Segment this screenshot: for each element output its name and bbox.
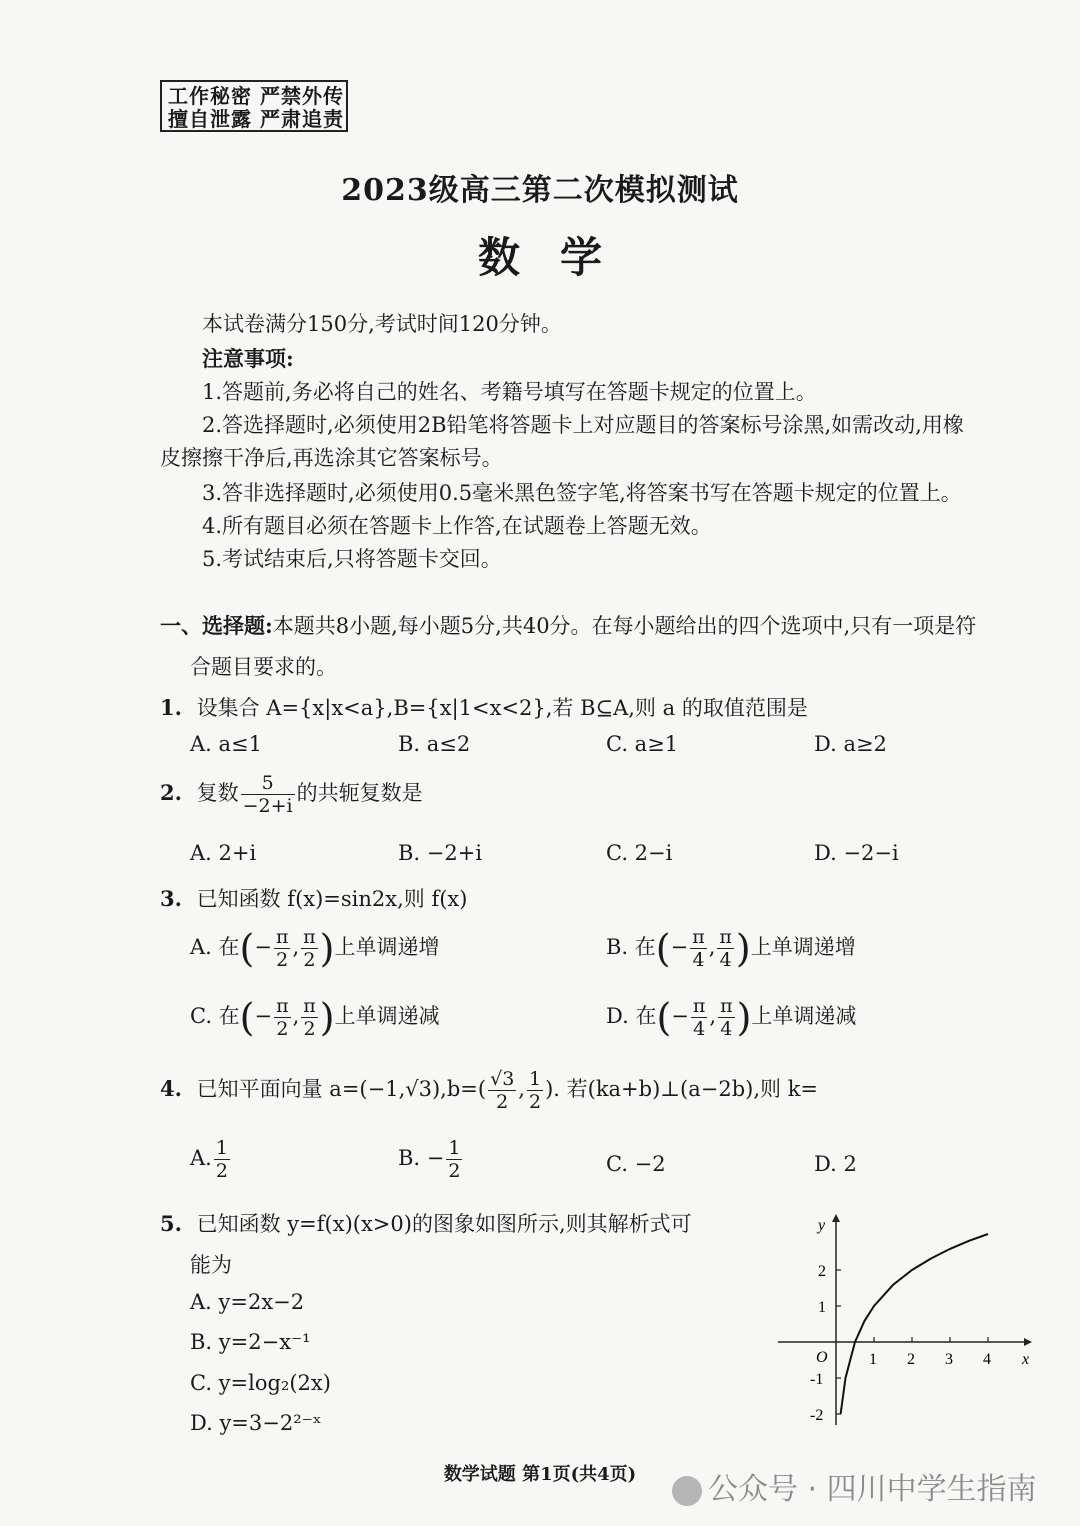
x-axis-label: x xyxy=(1022,1351,1030,1368)
q5-number: 5. xyxy=(160,1211,182,1236)
q3-b-frac1 xyxy=(690,926,707,971)
q3-d-prefix: D. 在 xyxy=(606,1004,657,1028)
frac-num: 1 xyxy=(448,1137,461,1159)
q3-c-prefix: C. 在 xyxy=(190,1004,240,1028)
q3-a-prefix: A. 在 xyxy=(190,935,240,959)
q3-option-c: C. 在(− $\frac{\pi}{2}$ , $\frac{\pi}{2}$ )上单调递减 xyxy=(190,995,440,1040)
x-axis-arrow xyxy=(1024,1338,1032,1346)
page-footer: 数学试题 第1页(共4页) xyxy=(443,1464,637,1485)
stamp-line-1: 工作秘密 严禁外传 xyxy=(168,84,344,108)
origin-label: O xyxy=(816,1349,828,1366)
y-axis-label: y xyxy=(818,1217,826,1234)
q4-option-c: C. −2 xyxy=(606,1152,666,1176)
frac-num: π xyxy=(692,926,705,948)
q4-a-label: A. xyxy=(190,1146,212,1170)
q3-a-text: 上单调递增 xyxy=(334,935,440,959)
q2-frac-denominator: −2+i xyxy=(242,795,293,817)
q3-d-text: 上单调递减 xyxy=(751,1004,857,1028)
q5-option-d: D. y=3−2²⁻ˣ xyxy=(190,1411,322,1435)
subject-title: 数学 xyxy=(477,233,642,282)
q4-frac1 xyxy=(488,1068,516,1113)
question-3 xyxy=(160,883,467,913)
x-tick-label: 4 xyxy=(983,1351,991,1368)
exam-title: 2023级高三第二次模拟测试 xyxy=(341,173,739,208)
q1-option-b: B. a≤2 xyxy=(398,732,471,756)
q4-number: 4. xyxy=(160,1076,182,1101)
frac-den: 2 xyxy=(276,1018,289,1040)
q3-b-text: 上单调递增 xyxy=(750,935,856,959)
q3-option-d: D. 在(− $\frac{\pi}{4}$ , $\frac{\pi}{4}$ )上单调递减 xyxy=(606,995,857,1040)
q4-a-frac xyxy=(214,1137,230,1182)
q5-stem: 已知函数 y=f(x)(x>0)的图象如图所示,则其解析式可 xyxy=(196,1212,692,1236)
q1-option-d: D. a≥2 xyxy=(814,732,887,756)
note-1: 1.答题前,务必将自己的姓名、考籍号填写在答题卡规定的位置上。 xyxy=(202,380,817,404)
note-2a: 2.答选择题时,必须使用2B铅笔将答题卡上对应题目的答案标号涂黑,如需改动,用橡 xyxy=(202,413,964,437)
question-4: 4. 已知平面向量 a=(−1,√3),b=( $\frac{√3}{2}$ , $\frac{1}{2}$ ). 若(ka+b)⊥(a−2b),则 k= xyxy=(160,1068,819,1113)
question-1 xyxy=(160,692,808,722)
q3-stem: 已知函数 f(x)=sin2x,则 f(x) xyxy=(196,887,468,911)
frac-den: 4 xyxy=(720,1018,733,1040)
q3-c-frac2 xyxy=(301,995,318,1040)
q3-a-frac1 xyxy=(274,926,291,971)
frac-num: π xyxy=(303,926,316,948)
y-axis-arrow xyxy=(832,1214,840,1222)
x-tick-label: 3 xyxy=(945,1351,953,1368)
stamp-line-2: 擅自泄露 严肃追责 xyxy=(168,107,344,131)
q3-a-neg: − xyxy=(254,935,272,959)
note-3: 3.答非选择题时,必须使用0.5毫米黑色签字笔,将答案书写在答题卡规定的位置上。 xyxy=(202,481,962,505)
y-tick-label: -1 xyxy=(810,1371,824,1388)
q3-number: 3. xyxy=(160,886,182,911)
note-2b: 皮擦擦干净后,再选涂其它答案标号。 xyxy=(160,446,503,470)
watermark-text: 公众号 · 四川中学生指南 xyxy=(708,1472,1037,1507)
frac-num: π xyxy=(275,926,289,948)
section-1-desc-cont: 合题目要求的。 xyxy=(190,655,337,679)
frac-den: 2 xyxy=(496,1091,509,1113)
comma: , xyxy=(709,1004,717,1028)
q3-option-b: B. 在(− $\frac{\pi}{4}$ , $\frac{\pi}{4}$ )上单调递增 xyxy=(606,926,856,971)
comma: , xyxy=(292,1004,300,1028)
q2-option-c: C. 2−i xyxy=(606,841,673,865)
q2-fraction xyxy=(241,772,295,817)
neg: − xyxy=(671,1004,689,1028)
note-5: 5.考试结束后,只将答题卡交回。 xyxy=(202,547,502,571)
q5-option-a: A. y=2x−2 xyxy=(190,1290,305,1314)
q3-b-prefix: B. 在 xyxy=(606,935,656,959)
comma: , xyxy=(292,935,300,959)
section-1-title: 一、选择题: xyxy=(160,613,273,638)
frac-num: π xyxy=(719,926,732,948)
q2-post: 的共轭复数是 xyxy=(296,781,423,805)
frac-num: 1 xyxy=(528,1068,542,1090)
frac-den: 4 xyxy=(692,949,705,971)
q1-number: 1. xyxy=(160,695,182,720)
frac-den: 4 xyxy=(693,1018,706,1040)
question-2 xyxy=(160,772,423,817)
q2-option-a: A. 2+i xyxy=(190,841,257,865)
neg: − xyxy=(254,1004,273,1028)
q1-option-c: C. a≥1 xyxy=(606,732,679,756)
q4-option-b xyxy=(398,1137,464,1182)
exam-summary: 本试卷满分150分,考试时间120分钟。 xyxy=(202,312,562,336)
frac-num: √3 xyxy=(490,1068,515,1090)
frac-num: π xyxy=(303,995,316,1017)
x-tick-label: 1 xyxy=(869,1351,877,1368)
q4-pre: 已知平面向量 a=(−1,√3),b=( xyxy=(196,1077,487,1101)
section-1-desc: 本题共8小题,每小题5分,共40分。在每小题给出的四个选项中,只有一项是符 xyxy=(272,614,977,638)
frac-den: 2 xyxy=(448,1160,461,1182)
wechat-icon xyxy=(672,1476,702,1506)
y-tick-label: -2 xyxy=(810,1407,824,1424)
frac-num: π xyxy=(276,995,289,1017)
q4-post: ). 若(ka+b)⊥(a−2b),则 k= xyxy=(545,1077,819,1101)
x-tick-label: 2 xyxy=(907,1351,915,1368)
q5-option-b: B. y=2−x⁻¹ xyxy=(190,1330,311,1354)
notes-title: 注意事项: xyxy=(202,346,294,371)
q4-b-frac xyxy=(446,1137,462,1182)
q3-b-frac2 xyxy=(717,926,734,971)
q3-d-frac1 xyxy=(691,995,708,1040)
q1-option-a: A. a≤1 xyxy=(190,732,262,756)
q2-option-d: D. −2−i xyxy=(814,841,899,865)
frac-den: 2 xyxy=(303,949,316,971)
question-5 xyxy=(160,1208,692,1238)
frac-den: 2 xyxy=(528,1091,542,1113)
y-tick-label: 2 xyxy=(818,1263,826,1280)
q5-option-c: C. y=log₂(2x) xyxy=(190,1371,331,1395)
q2-number: 2. xyxy=(160,780,182,805)
q4-option-a xyxy=(190,1137,232,1182)
q5-stem-cont: 能为 xyxy=(190,1253,232,1277)
q4-b-label: B. − xyxy=(398,1146,445,1170)
neg: − xyxy=(670,935,689,959)
function-curve xyxy=(841,1234,988,1414)
frac-num: 1 xyxy=(215,1137,228,1159)
section-1-heading xyxy=(160,610,976,640)
q1-stem: 设集合 A={x|x<a},B={x|1<x<2},若 B⊆A,则 a 的取值范围是 xyxy=(196,696,808,720)
q4-frac2 xyxy=(527,1068,543,1113)
comma: , xyxy=(708,935,716,959)
watermark xyxy=(672,1464,1037,1508)
q3-option-a: A. 在(− $\frac{\pi}{2}$ , $\frac{\pi}{2}$ )上单调递增 xyxy=(190,926,440,971)
frac-den: 4 xyxy=(719,949,732,971)
frac-den: 2 xyxy=(276,949,289,971)
q2-frac-numerator: 5 xyxy=(241,772,295,795)
confidential-stamp xyxy=(160,80,348,132)
q4-option-d: D. 2 xyxy=(814,1152,857,1176)
q3-a-frac2 xyxy=(301,926,318,971)
q3-c-frac1 xyxy=(274,995,291,1040)
frac-den: 2 xyxy=(215,1160,228,1182)
q3-d-frac2 xyxy=(718,995,735,1040)
q3-c-text: 上单调递减 xyxy=(334,1004,440,1028)
frac-num: π xyxy=(692,995,706,1017)
note-4: 4.所有题目必须在答题卡上作答,在试题卷上答题无效。 xyxy=(202,514,712,538)
frac-num: π xyxy=(720,995,733,1017)
y-tick-label: 1 xyxy=(818,1299,826,1316)
function-graph xyxy=(770,1210,1040,1435)
q2-pre: 复数 xyxy=(196,781,239,805)
frac-den: 2 xyxy=(303,1018,316,1040)
q2-option-b: B. −2+i xyxy=(398,841,483,865)
